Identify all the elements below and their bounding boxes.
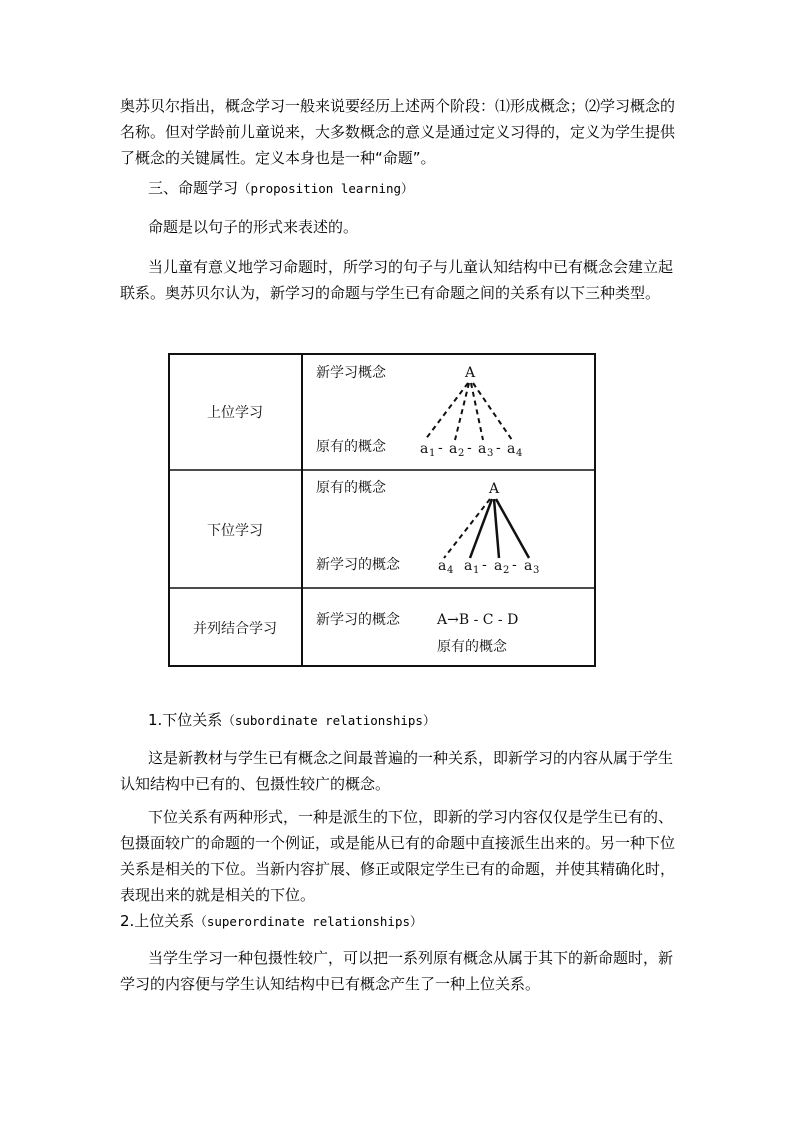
row1-leaf-4: a [507,441,516,457]
row-label-combinatorial: 并列结合学习 [193,621,277,637]
paragraph-proposition-definition: 命题是以句子的形式来表述的。 [148,218,359,236]
row-label-superordinate: 上位学习 [207,405,263,421]
row2-bottom-text: 新学习的概念 [316,557,400,573]
row1-leaves [420,440,522,459]
section-heading-cn: 三、命题学习 [148,179,239,197]
row3-formula: A→B - C - D [437,612,519,628]
paragraph-subordinate-forms: 下位关系有两种形式，一种是派生的下位，即新的学习内容仅仅是学生已有的、包摄面较广的命题的一个例证，或是能从已有的命题中直接派生出来的。另一种下位关系是相关的下位。当新内容扩展、修正或限定学生已有的命题，并使其精确化时，表现出来的就是相关的下位。 [120,808,676,904]
row3-top-text: 新学习的概念 [316,612,400,628]
row2-dashed-branch [444,499,490,558]
row2-leaf-2-sub: 2 [503,565,510,576]
row1-branch-3 [471,383,483,440]
proposition-learning-diagram [168,353,596,667]
row1-leaf-2-sub: 2 [458,448,465,459]
section-heading-superordinate [120,910,423,933]
row-label-subordinate: 下位学习 [207,523,263,539]
row2-leaf-3: a [524,558,533,574]
row2-branch-1 [470,499,492,558]
row2-leaf-1-sub: 1 [473,565,480,576]
subordinate-heading-cn: 1.下位关系 [148,711,223,729]
row1-apex-label: A [464,365,476,381]
row2-branch-2 [494,499,499,558]
paragraph-proposition-relation: 当儿童有意义地学习命题时，所学习的句子与儿童认知结构中已有概念会建立起联系。奥苏贝尔认为，新学习的命题与学生已有命题之间的关系有以下三种类型。 [120,258,674,302]
section-heading-subordinate [148,709,435,732]
section-heading-en: （proposition learning） [238,181,414,196]
row2-solid-branches [470,499,529,558]
row1-leaf-2: a [449,441,458,457]
row1-bottom-text: 原有的概念 [316,439,386,455]
row1-branch-4 [473,383,512,440]
paragraph-superordinate: 当学生学习一种包摄性较广，可以把一系列原有概念从属于其下的新命题时，新学习的内容便与学生认知结构中已有概念产生了一种上位关系。 [120,949,674,993]
row1-dash-1: - [438,440,443,456]
row1-leaf-1: a [420,441,429,457]
subordinate-heading-en: （subordinate relationships） [222,713,436,728]
section-heading-proposition-learning [148,177,414,200]
superordinate-heading-cn: 2.上位关系 [120,912,195,930]
row2-leaves [438,557,539,576]
superordinate-heading-en: （superordinate relationships） [194,914,423,929]
row2-leaf-4: a [438,558,447,574]
row1-top-text: 新学习概念 [316,365,386,381]
row1-dashed-branches [425,383,512,440]
row2-leaf-1: a [464,558,473,574]
row1-dash-3: - [496,440,501,456]
row1-leaf-3: a [478,441,487,457]
row2-leaf-2: a [494,558,503,574]
row1-dash-2: - [467,440,472,456]
row2-branch-3 [496,499,529,558]
paragraph-concept-learning: 奥苏贝尔指出，概念学习一般来说要经历上述两个阶段：⑴形成概念；⑵学习概念的名称。但对学龄前儿童说来，大多数概念的意义是通过定义习得的，定义为学生提供了概念的关键属性。定义本身也是一种“命题”。 [120,97,676,167]
row1-leaf-3-sub: 3 [487,448,494,459]
row3-bottom-text: 原有的概念 [437,639,507,655]
row2-dash-1: - [482,557,487,573]
row2-top-text: 原有的概念 [316,480,386,496]
row1-leaf-1-sub: 1 [429,448,436,459]
row2-leaf-3-sub: 3 [533,565,540,576]
paragraph-subordinate-intro: 这是新教材与学生已有概念之间最普遍的一种关系，即新学习的内容从属于学生认知结构中已有的、包摄性较广的概念。 [120,749,674,793]
row2-dash-2: - [512,557,517,573]
row2-apex-label: A [488,481,500,497]
row1-leaf-4-sub: 4 [516,448,523,459]
row2-leaf-4-sub: 4 [447,565,454,576]
